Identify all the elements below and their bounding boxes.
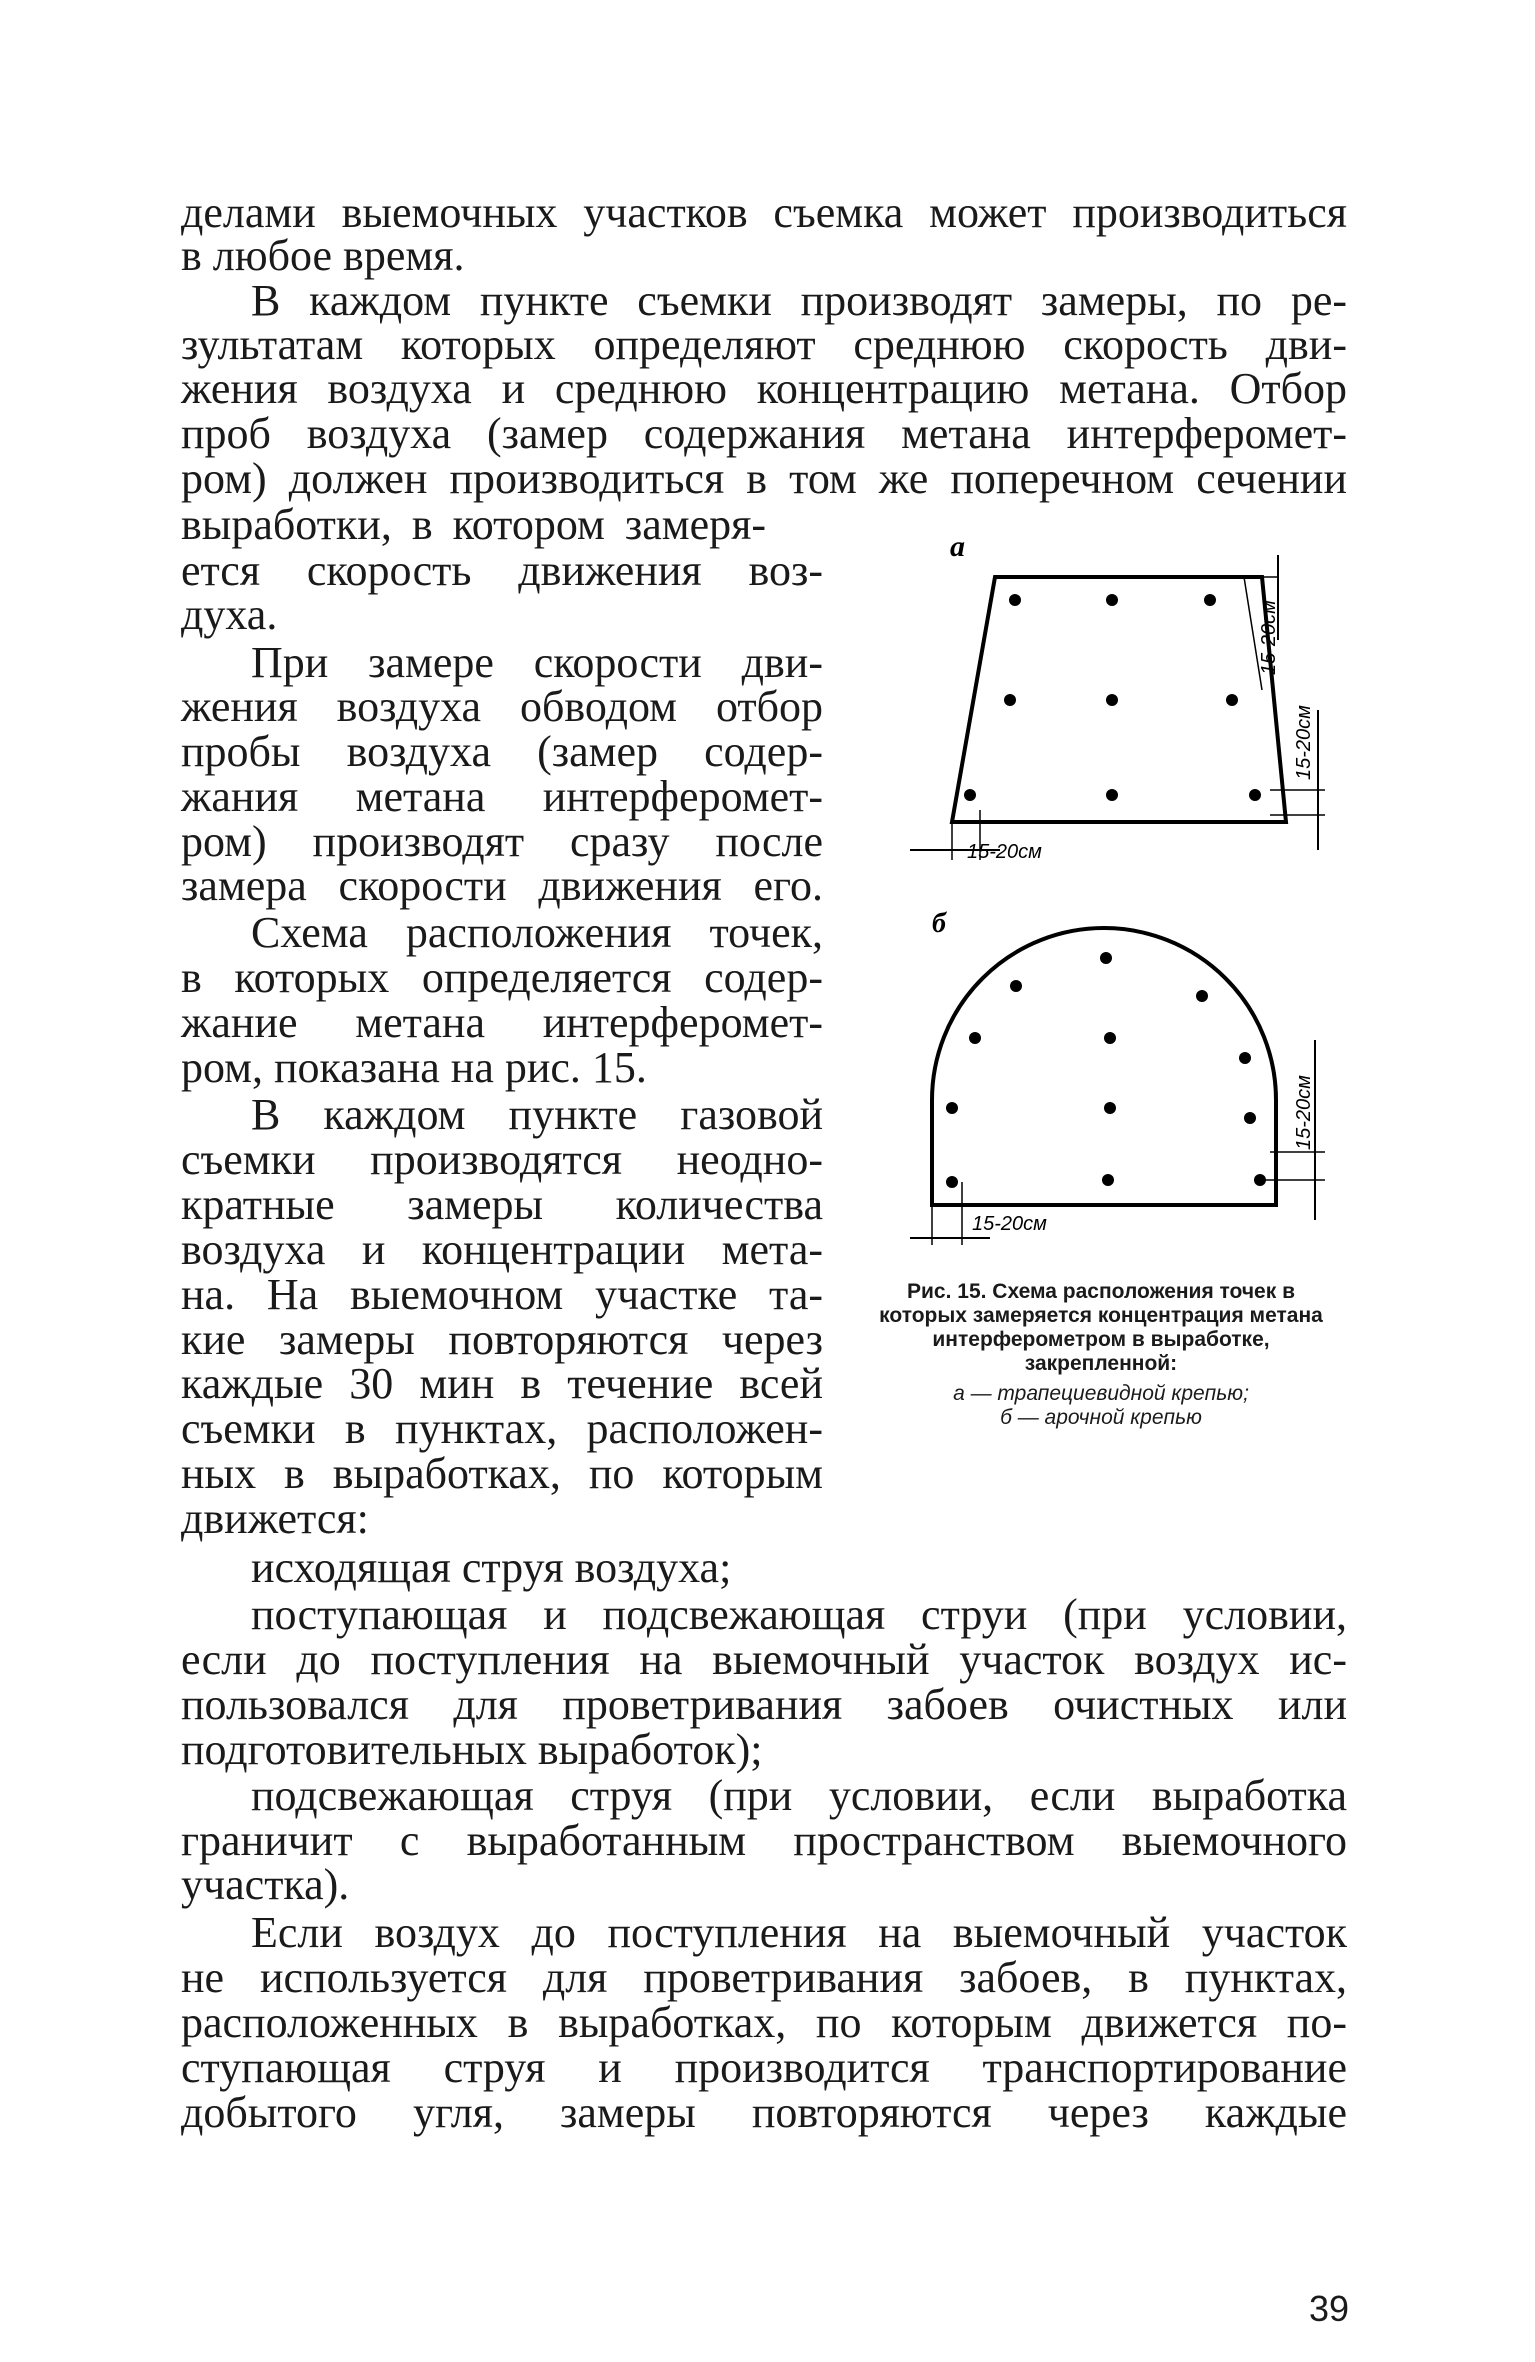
text-line: жание метана интерферомет- <box>181 998 823 1047</box>
text-line: не используется для проветривания забоев, в пунктах, <box>181 1953 1347 2002</box>
measurement-point <box>969 1032 981 1044</box>
measurement-point <box>1196 990 1208 1002</box>
text-line: каждые 30 мин в течение всей <box>181 1359 823 1408</box>
text-line: расположенных в выработках, по которым движется по- <box>181 1998 1347 2047</box>
text-line: кие замеры повторяются через <box>181 1315 823 1364</box>
text-line: съемки в пунктах, расположен- <box>181 1404 823 1453</box>
measurement-point <box>1104 1032 1116 1044</box>
figure-caption <box>876 1280 1326 1430</box>
trapezoid-outline <box>985 577 1292 821</box>
text-line: ступающая струя и производится транспортирование <box>181 2043 1347 2092</box>
text-line: зультатам которых определяют среднюю скорость дви- <box>181 320 1347 369</box>
measurement-point <box>1254 1174 1266 1186</box>
text-line: В каждом пункте газовой <box>251 1090 823 1139</box>
measurement-point <box>1239 1052 1251 1064</box>
arch-outline <box>932 928 1276 1205</box>
measurement-point <box>946 1176 958 1188</box>
text-line: пользовался для проветривания забоев очистных или <box>181 1680 1347 1729</box>
text-line: духа. <box>181 590 278 639</box>
text-line: жения воздуха обводом отбор <box>181 682 823 731</box>
measurement-point <box>1104 1102 1116 1114</box>
dimension-label-bottom: 15-20см <box>972 1213 1047 1235</box>
dimension-label-side: 15-20см <box>1293 1075 1315 1150</box>
measurement-point <box>1226 694 1238 706</box>
text-line: ных в выработках, по которым <box>181 1449 823 1498</box>
trapezoid-outline <box>995 577 1292 770</box>
text-line: Схема расположения точек, <box>251 908 823 957</box>
figure-arch <box>880 900 1340 1260</box>
figure-b-label: б <box>932 908 946 939</box>
figure-caption-a: а — трапециевидной крепью; <box>953 1382 1249 1405</box>
text-line: жания метана интерферомет- <box>181 772 823 821</box>
text-line: При замере скорости дви- <box>251 638 823 687</box>
text-line: граничит с выработанным пространством выемочного <box>181 1816 1347 1865</box>
measurement-point <box>1100 952 1112 964</box>
text-line: подготовительных выработок); <box>181 1725 763 1774</box>
text-line: в любое время. <box>181 231 465 280</box>
text-line: проб воздуха (замер содержания метана интерферомет- <box>181 409 1347 458</box>
text-line: съемки производятся неодно- <box>181 1135 823 1184</box>
measurement-point <box>1010 980 1022 992</box>
measurement-point <box>964 789 976 801</box>
text-line: участка). <box>181 1860 350 1909</box>
measurement-point <box>1106 694 1118 706</box>
page-number: 39 <box>1308 2288 1349 2329</box>
text-line: воздуха и концентрации мета- <box>181 1225 823 1274</box>
measurement-point <box>946 1102 958 1114</box>
text-line: подсвежающая струя (при условии, если выработка <box>251 1771 1347 1820</box>
text-line: ром) производят сразу после <box>181 817 823 866</box>
measurement-point <box>1244 1112 1256 1124</box>
text-line: ром, показана на рис. 15. <box>181 1043 647 1092</box>
measurement-point <box>1249 789 1261 801</box>
text-line: Если воздух до поступления на выемочный участок <box>251 1908 1347 1957</box>
text-line: кратные замеры количества <box>181 1180 823 1229</box>
text-line: исходящая струя воздуха; <box>251 1543 732 1592</box>
text-line: добытого угля, замеры повторяются через каждые <box>181 2088 1347 2137</box>
text-line: на. На выемочном участке та- <box>181 1270 823 1319</box>
measurement-point <box>1004 694 1016 706</box>
figure-a-label: а <box>950 530 965 563</box>
figure-trapezoid <box>880 520 1340 880</box>
text-line: если до поступления на выемочный участок воздух ис- <box>181 1635 1347 1684</box>
text-line: ром) должен производиться в том же поперечном сечении <box>181 454 1347 503</box>
figure-caption-title: Рис. 15. Схема расположения точек в которых замеряется концентрация метана интерферометром в выработке, закрепленной: <box>879 1280 1323 1375</box>
text-line: поступающая и подсвежающая струи (при условии, <box>251 1590 1347 1639</box>
measurement-point <box>1204 594 1216 606</box>
text-line: ется скорость движения воз- <box>181 546 823 595</box>
measurement-point <box>1106 594 1118 606</box>
text-line: жения воздуха и среднюю концентрацию метана. Отбор <box>181 364 1347 413</box>
measurement-point <box>1009 594 1021 606</box>
dimension-label-side: 15-20см <box>1293 705 1315 780</box>
text-line: выработки, в котором замеря- <box>181 500 766 549</box>
text-line: движется: <box>181 1494 369 1543</box>
text-line: делами выемочных участков съемка может производиться <box>181 188 1347 237</box>
text-line: замера скорости движения его. <box>181 861 823 910</box>
measurement-point <box>1102 1174 1114 1186</box>
dimension-label-bottom: 15-20см <box>967 841 1042 863</box>
text-line: пробы воздуха (замер содер- <box>181 727 823 776</box>
dimension-label-top: 15-20см <box>1258 600 1280 675</box>
measurement-point <box>1106 789 1118 801</box>
figure-caption-b: б — арочной крепью <box>1000 1406 1202 1429</box>
text-line: В каждом пункте съемки производят замеры, по ре- <box>251 276 1347 325</box>
text-line: в которых определяется содер- <box>181 953 823 1002</box>
